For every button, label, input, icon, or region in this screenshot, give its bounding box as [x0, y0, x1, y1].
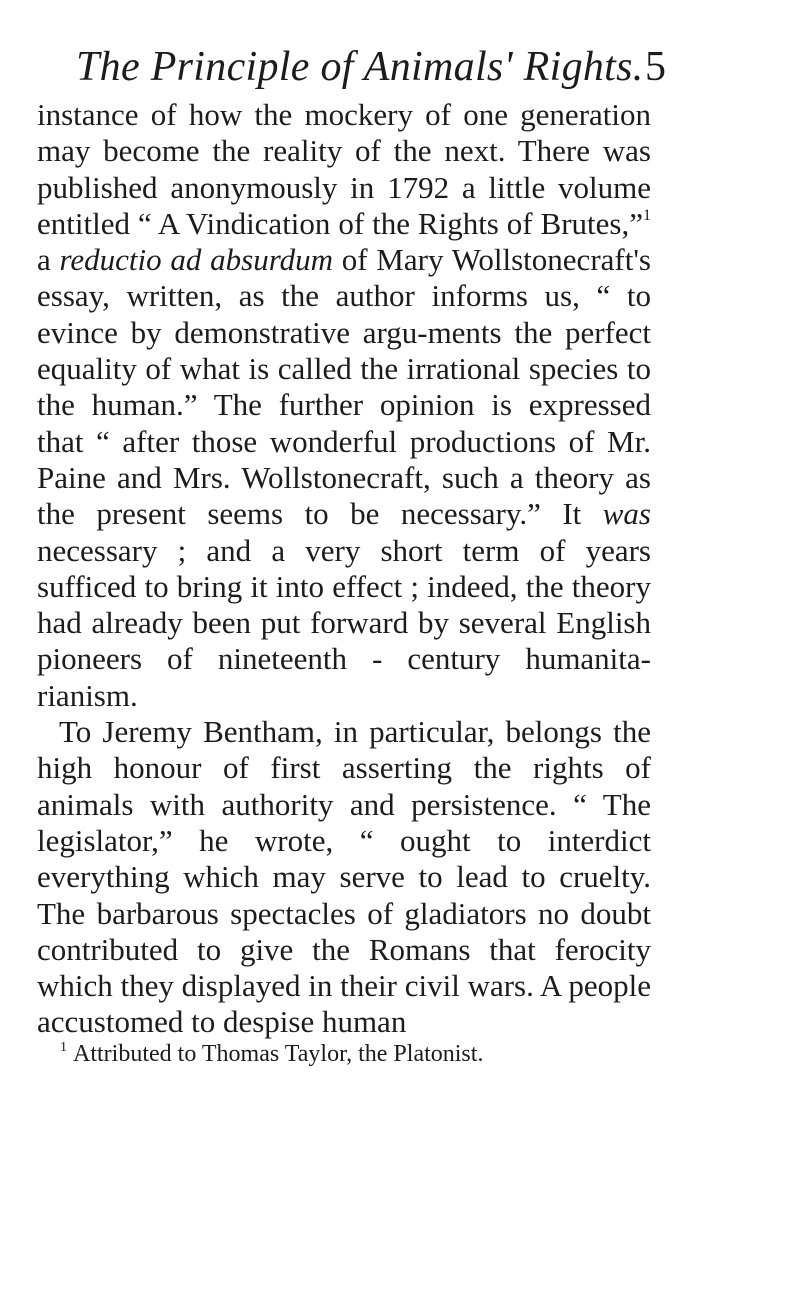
paragraph-1 [37, 97, 651, 714]
italic-phrase-reductio: reductio ad absurdum [59, 242, 333, 278]
page-number: 5 [645, 44, 666, 90]
footnote-reference: 1 [643, 206, 651, 224]
footnote-text: Attributed to Thomas Taylor, the Platonist. [73, 1041, 484, 1067]
paragraph-1-text-a: instance of how the mockery of one generation may become the reality of the next. There was published anonymously in 1792 a little volume entitled “ A Vindication of the Rights of Brutes,” [37, 97, 651, 241]
paragraph-2: To Jeremy Bentham, in particular, belongs the high honour of first asserting the rights of animals with authority and persistence. “ The legislator,” he wrote, “ ought to interdict everything which may serve to lead to cruelty. The barbarous spectacles of gladiators no doubt contributed to give the Romans that ferocity which they displayed in their civil wars. A people accustomed to despise human [37, 714, 651, 1040]
paragraph-1-text-d: necessary ; and a very short term of years sufficed to bring it into effect ; indeed, the theory had already been put forward by several English pioneers of nineteenth - century humanita-rianism. [37, 532, 651, 713]
paragraph-1-text-c: of Mary Wollstonecraft's essay, written, as the author informs us, “ to evince by demonstrative argu-ments the perfect equality of what is called the irrational species to the human.” The further opinion is expressed that “ after those wonderful productions of Mr. Paine and Mrs. Wollstonecraft, such a theory as the present seems to be necessary.” It [37, 242, 651, 532]
footnote-marker: 1 [60, 1040, 67, 1055]
paragraph-1-text-b: a [37, 242, 60, 278]
running-title: The Principle of Animals' Rights. [76, 44, 644, 90]
italic-word-was: was [602, 496, 651, 532]
body-text [37, 97, 651, 1041]
running-head [76, 38, 666, 96]
footnote [60, 1039, 660, 1069]
